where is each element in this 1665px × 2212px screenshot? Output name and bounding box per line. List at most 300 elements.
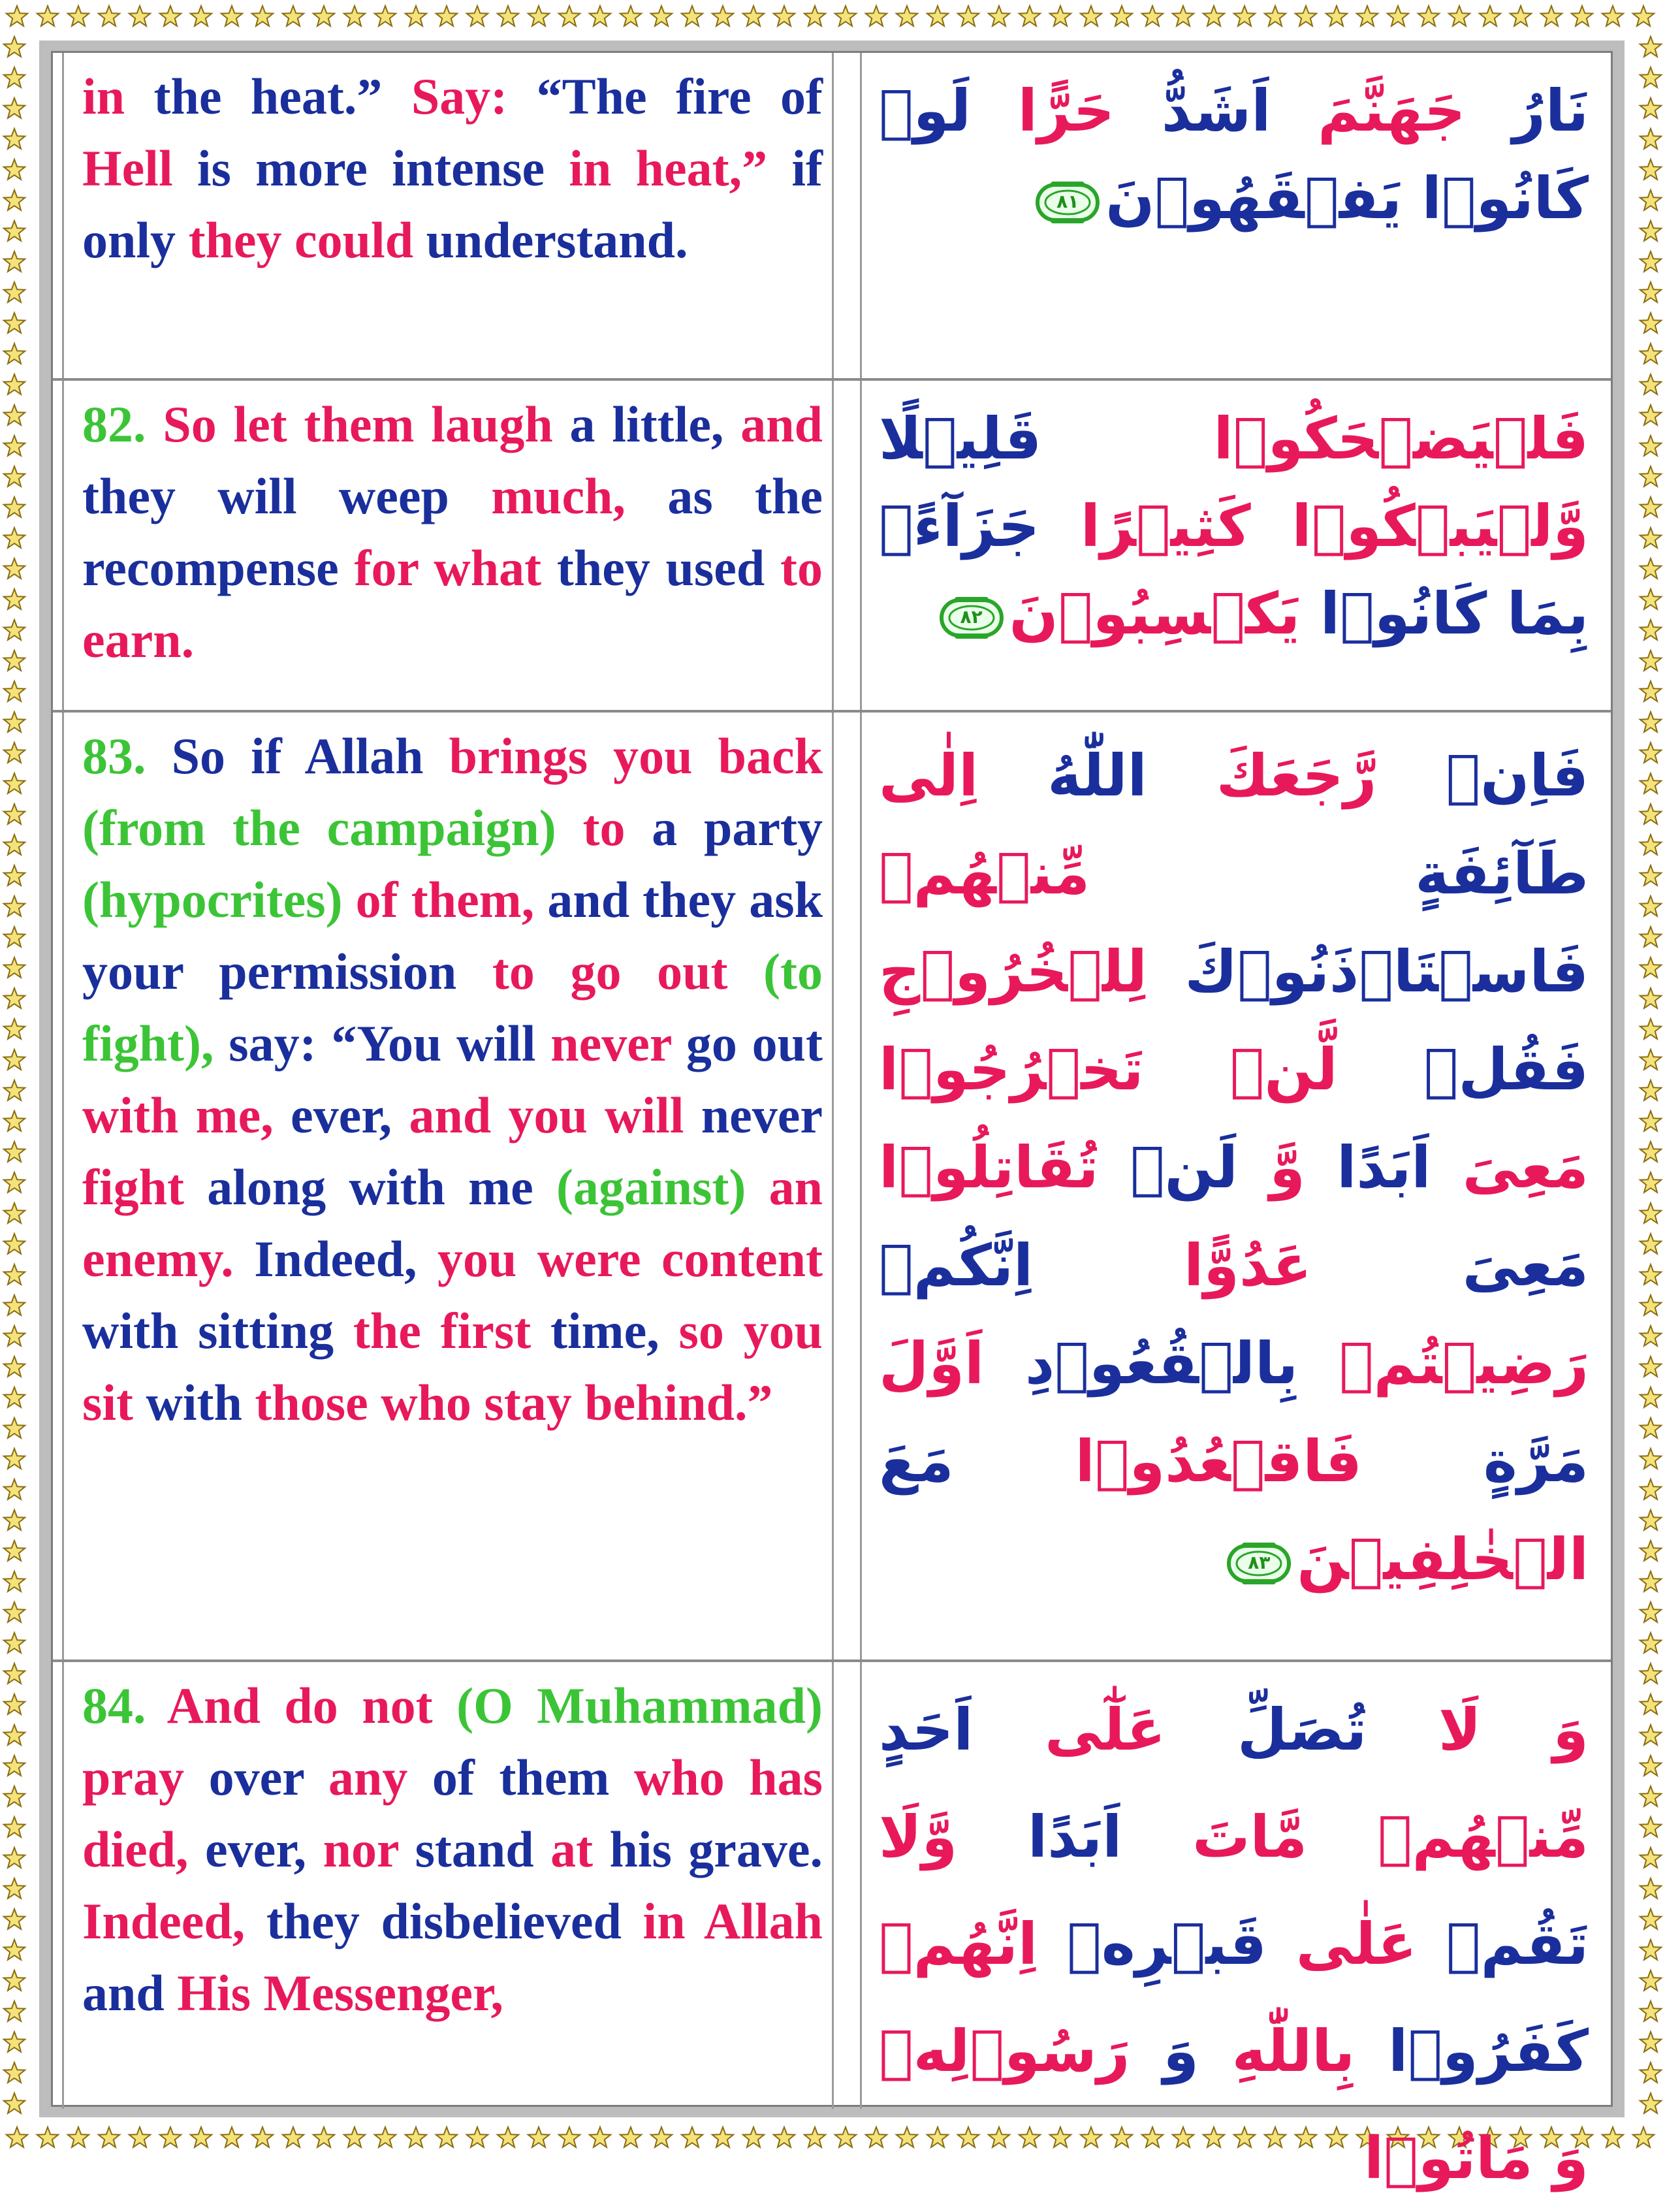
border-star-icon	[774, 6, 795, 26]
border-star-icon	[252, 6, 273, 26]
english-translation-cell	[62, 381, 834, 710]
border-star-icon	[4, 804, 25, 824]
border-star-icon	[4, 1878, 25, 1899]
border-star-icon	[4, 344, 25, 364]
arabic-text-segment: تَقُمۡ	[1416, 1910, 1589, 1978]
border-star-icon	[1640, 1080, 1661, 1100]
english-text-segment: And do not	[166, 1677, 433, 1734]
arabic-text-segment: وَ	[1130, 2017, 1199, 2085]
english-text-segment: time,	[531, 1302, 679, 1359]
english-text-segment: to	[556, 799, 626, 856]
border-star-icon	[4, 1203, 25, 1223]
border-star-icon	[436, 2127, 457, 2147]
border-star-icon	[1640, 2093, 1661, 2113]
border-star-icon	[68, 6, 89, 26]
border-star-icon	[4, 1326, 25, 1346]
arabic-text-segment: الۡخٰلِفِيۡنَ	[1297, 1526, 1589, 1593]
border-star-icon	[1640, 2032, 1661, 2052]
verse-row-83	[53, 713, 1611, 1662]
border-star-icon	[1142, 2127, 1163, 2147]
english-text-segment: never	[684, 1087, 823, 1144]
border-star-icon	[1640, 1356, 1661, 1377]
english-text-segment: So if Allah	[171, 728, 449, 784]
arabic-text-cell	[860, 1662, 1606, 2192]
border-star-icon	[712, 6, 733, 26]
border-star-icon	[1640, 466, 1661, 487]
border-star-icon	[1640, 1111, 1661, 1131]
english-text-segment: in heat,”	[569, 140, 768, 197]
english-text-segment: stand	[398, 1821, 551, 1878]
border-star-icon	[436, 6, 457, 26]
english-translation-cell	[62, 53, 834, 378]
english-text-segment: the heat.”	[125, 68, 411, 125]
border-star-icon	[1388, 6, 1408, 26]
border-star-icon	[1050, 2127, 1071, 2147]
border-star-icon	[283, 2127, 304, 2147]
border-star-icon	[1640, 1725, 1661, 1745]
border-star-icon	[4, 159, 25, 180]
english-text-segment: the first	[353, 1302, 531, 1359]
border-star-icon	[191, 2127, 212, 2147]
arabic-text-segment: اَشَدُّ	[1115, 77, 1271, 144]
border-star-icon	[37, 6, 58, 26]
english-text-segment: in	[642, 1893, 686, 1949]
border-star-icon	[4, 1663, 25, 1684]
border-star-icon	[4, 1633, 25, 1653]
border-star-icon	[1640, 1234, 1661, 1254]
border-star-icon	[866, 6, 887, 26]
border-star-icon	[1418, 6, 1439, 26]
border-star-icon	[4, 1940, 25, 1960]
english-text-segment: those who stay behind.”	[255, 1374, 773, 1431]
english-text-segment: go out	[671, 1015, 823, 1072]
border-star-icon	[1480, 6, 1500, 26]
border-star-icon	[620, 2127, 641, 2147]
arabic-text-segment: رَّجَعَكَ	[1147, 742, 1377, 809]
border-star-icon	[498, 2127, 518, 2147]
border-star-icon	[4, 743, 25, 763]
border-star-icon	[4, 1725, 25, 1745]
border-star-icon	[804, 6, 825, 26]
border-star-icon	[1640, 1909, 1661, 1929]
border-star-icon	[4, 1234, 25, 1254]
english-text-segment: “The fire of	[507, 68, 823, 125]
border-star-icon	[375, 6, 396, 26]
border-star-icon	[4, 98, 25, 118]
border-star-icon	[1640, 773, 1661, 793]
border-star-icon	[1449, 6, 1470, 26]
border-star-icon	[1640, 129, 1661, 149]
border-star-icon	[4, 681, 25, 701]
border-star-icon	[1640, 436, 1661, 456]
border-star-icon	[1142, 6, 1163, 26]
verse-number: ٨٣	[1248, 1552, 1271, 1574]
english-text-segment: ever,	[188, 1821, 323, 1878]
border-star-icon	[1640, 190, 1661, 210]
border-star-icon	[160, 2127, 181, 2147]
verse-number-marker-icon	[938, 596, 1006, 639]
border-star-icon	[1633, 2127, 1654, 2147]
border-star-icon	[1640, 589, 1661, 609]
border-star-icon	[1640, 1264, 1661, 1285]
border-star-icon	[1050, 6, 1071, 26]
border-star-icon	[1640, 2001, 1661, 2021]
english-text-segment: with	[133, 1374, 255, 1431]
border-star-icon	[866, 2127, 887, 2147]
english-text-segment: (against)	[556, 1159, 746, 1215]
border-star-icon	[405, 6, 426, 26]
border-star-icon	[1203, 2127, 1224, 2147]
arabic-text-segment: وَ مَاتُوۡا	[1363, 2124, 1589, 2192]
border-star-icon	[528, 2127, 549, 2147]
english-text-segment: much,	[491, 468, 626, 524]
border-star-icon	[1640, 1019, 1661, 1039]
arabic-text-segment: فَقُلۡ	[1337, 1036, 1589, 1103]
arabic-text-segment: مَعَ	[879, 1428, 954, 1495]
border-star-icon	[1510, 6, 1531, 26]
border-star-icon	[712, 2127, 733, 2147]
english-text-segment: as the recompense	[82, 468, 823, 596]
border-star-icon	[1640, 681, 1661, 701]
border-star-icon	[313, 2127, 334, 2147]
border-star-icon	[1234, 6, 1255, 26]
arabic-text-segment: وَّ	[1237, 1134, 1305, 1201]
border-star-icon	[1326, 6, 1347, 26]
arabic-text-segment: وَّلَا	[879, 1803, 958, 1870]
border-star-icon	[1640, 620, 1661, 640]
border-star-icon	[344, 2127, 365, 2147]
border-star-icon	[4, 497, 25, 517]
english-text-segment: who has died,	[82, 1749, 823, 1878]
border-star-icon	[743, 2127, 764, 2147]
border-star-icon	[4, 1356, 25, 1377]
border-star-icon	[1640, 1295, 1661, 1315]
border-star-icon	[1640, 1817, 1661, 1837]
border-star-icon	[4, 528, 25, 548]
border-star-icon	[1640, 98, 1661, 118]
page-frame	[39, 40, 1625, 2192]
border-star-icon	[467, 6, 488, 26]
border-star-icon	[1640, 835, 1661, 855]
border-star-icon	[4, 865, 25, 886]
arabic-text-segment: لِلۡخُرُوۡجِ	[879, 938, 1147, 1005]
border-star-icon	[4, 1264, 25, 1285]
arabic-text-segment: وَ لَا	[1367, 1696, 1589, 1763]
border-star-icon	[498, 6, 518, 26]
border-star-icon	[1640, 1203, 1661, 1223]
border-star-icon	[4, 712, 25, 732]
arabic-text-segment: مِّنۡهُمۡ	[879, 840, 1090, 907]
border-star-icon	[467, 2127, 488, 2147]
border-star-icon	[1234, 2127, 1255, 2147]
border-star-icon	[129, 6, 150, 26]
border-star-icon	[283, 6, 304, 26]
border-star-icon	[4, 1019, 25, 1039]
border-star-icon	[1640, 1970, 1661, 1991]
border-star-icon	[835, 2127, 856, 2147]
border-star-icon	[4, 1050, 25, 1070]
border-star-icon	[620, 6, 641, 26]
border-star-icon	[375, 2127, 396, 2147]
border-star-icon	[1640, 1541, 1661, 1561]
english-text-segment: of them	[407, 1749, 634, 1806]
english-translation-cell	[62, 1662, 834, 2109]
border-star-icon	[1640, 1050, 1661, 1070]
arabic-text-segment: اَحَدٍ	[879, 1696, 974, 1763]
verse-row-82	[53, 381, 1611, 713]
english-text-segment: in	[82, 68, 125, 125]
border-star-icon	[4, 1479, 25, 1499]
verse-row-84	[53, 1662, 1611, 2192]
english-text-segment: any	[328, 1749, 408, 1806]
arabic-text-segment: فَاسۡتَاۡذَنُوۡكَ	[1147, 938, 1589, 1005]
arabic-text-segment: طَآئِفَةٍ	[1090, 840, 1589, 907]
border-star-icon	[1326, 2127, 1347, 2147]
border-star-icon	[1640, 1326, 1661, 1346]
english-text-segment: to go out	[492, 943, 728, 1000]
border-star-icon	[4, 1817, 25, 1837]
arabic-text-segment: مَّاتَ	[1122, 1803, 1308, 1870]
border-star-icon	[1295, 2127, 1316, 2147]
border-star-icon	[4, 313, 25, 333]
border-star-icon	[1640, 282, 1661, 302]
english-text-segment: is more intense	[172, 140, 569, 197]
arabic-text-segment: اِنَّهُمۡ	[879, 1910, 1038, 1978]
english-text-segment: if only	[82, 140, 823, 268]
border-star-icon	[1640, 896, 1661, 916]
border-star-icon	[4, 466, 25, 487]
english-text-segment: they will weep	[82, 468, 492, 524]
border-star-icon	[1640, 927, 1661, 947]
border-star-icon	[4, 988, 25, 1008]
border-star-icon	[1640, 1571, 1661, 1592]
border-star-icon	[4, 190, 25, 210]
border-star-icon	[1640, 1940, 1661, 1960]
border-star-icon	[1640, 1786, 1661, 1806]
english-text-segment: of them,	[342, 871, 535, 928]
english-text-segment: along with me	[184, 1159, 557, 1215]
border-star-icon	[1640, 313, 1661, 333]
border-star-icon	[4, 436, 25, 456]
border-star-icon	[4, 2001, 25, 2021]
arabic-text-segment: نَارُ	[1465, 77, 1589, 144]
arabic-text-segment: مَرَّةٍ	[1361, 1428, 1589, 1495]
border-star-icon	[4, 927, 25, 947]
english-text-segment: they could	[188, 212, 414, 268]
border-star-icon	[1541, 6, 1562, 26]
border-star-icon	[1640, 374, 1661, 394]
border-star-icon	[1640, 1755, 1661, 1776]
border-star-icon	[1640, 1172, 1661, 1193]
border-star-icon	[4, 620, 25, 640]
border-star-icon	[4, 1909, 25, 1929]
arabic-text-segment: تُصَلِّ	[1166, 1696, 1367, 1763]
english-text-segment: So let them laugh	[163, 396, 553, 453]
verse-number-marker-icon	[1034, 181, 1102, 224]
border-star-icon	[1019, 6, 1040, 26]
border-star-icon	[651, 6, 672, 26]
border-star-icon	[1640, 497, 1661, 517]
english-text-segment: pray	[82, 1749, 184, 1806]
arabic-text-segment: اَبَدًا	[957, 1803, 1122, 1870]
arabic-text-cell	[860, 713, 1606, 1659]
border-star-icon	[4, 1387, 25, 1407]
english-text-segment: (hypocrites)	[82, 871, 343, 928]
border-star-icon	[1640, 344, 1661, 364]
border-star-icon	[958, 6, 979, 26]
border-star-icon	[1081, 2127, 1102, 2147]
arabic-text-segment: اَبَدًا	[1305, 1134, 1431, 1201]
border-star-icon	[4, 37, 25, 57]
border-star-icon	[129, 2127, 150, 2147]
border-star-icon	[1640, 1633, 1661, 1653]
english-text-segment: nor	[323, 1821, 399, 1878]
border-star-icon	[4, 282, 25, 302]
english-text-segment: an enemy.	[82, 1159, 823, 1287]
english-text-segment: Hell	[82, 140, 173, 197]
border-star-icon	[590, 2127, 610, 2147]
arabic-text-cell	[860, 53, 1606, 378]
border-star-icon	[4, 374, 25, 394]
border-star-icon	[7, 6, 27, 26]
border-star-icon	[1640, 251, 1661, 272]
arabic-text-segment: بِمَا كَانُوۡا	[1300, 580, 1589, 647]
verse-number-marker-icon	[1225, 1542, 1293, 1585]
verse-table	[51, 51, 1613, 2192]
border-star-icon	[896, 2127, 917, 2147]
border-star-icon	[1640, 159, 1661, 180]
border-star-icon	[1640, 1387, 1661, 1407]
border-star-icon	[1640, 37, 1661, 57]
english-text-segment: with me,	[82, 1087, 274, 1144]
arabic-text-segment: فَاِنۡ	[1376, 742, 1589, 809]
border-star-icon	[1640, 650, 1661, 671]
english-text-segment: say: “You will	[214, 1015, 551, 1072]
border-star-icon	[7, 2127, 27, 2147]
border-star-icon	[4, 1449, 25, 1469]
border-star-icon	[1640, 1878, 1661, 1899]
border-star-icon	[1640, 804, 1661, 824]
border-star-icon	[4, 251, 25, 272]
border-star-icon	[4, 650, 25, 671]
arabic-text-segment: مَعِىَ	[1431, 1134, 1589, 1201]
english-text-segment: and	[740, 396, 823, 453]
english-translation-cell	[62, 713, 834, 1659]
border-star-icon	[4, 405, 25, 425]
border-star-icon	[1640, 2062, 1661, 2083]
english-text-segment: brings you back	[449, 728, 823, 784]
english-text-segment: Allah	[685, 1893, 823, 1949]
border-star-icon	[682, 2127, 703, 2147]
arabic-text-segment: عَلٰى	[1266, 1910, 1417, 1978]
border-star-icon	[1640, 1142, 1661, 1162]
border-star-icon	[1640, 221, 1661, 241]
border-star-icon	[4, 1786, 25, 1806]
border-star-icon	[559, 6, 580, 26]
border-star-icon	[1640, 1418, 1661, 1438]
border-star-icon	[1640, 957, 1661, 978]
border-star-icon	[4, 1418, 25, 1438]
arabic-text-segment: يَكۡسِبُوۡنَ	[1009, 580, 1301, 647]
english-text-segment: His Messenger,	[177, 1964, 503, 2021]
verse-number: ٨٢	[960, 606, 983, 628]
english-text-segment: Say:	[411, 68, 508, 125]
english-text-segment: (from the campaign)	[82, 799, 556, 856]
border-star-icon	[927, 2127, 948, 2147]
english-text-segment: Indeed,	[233, 1230, 437, 1287]
border-star-icon	[4, 1541, 25, 1561]
border-star-icon	[4, 1602, 25, 1622]
border-star-icon	[1265, 6, 1286, 26]
verse-number: ٨١	[1056, 191, 1079, 213]
border-star-icon	[252, 2127, 273, 2147]
border-star-icon	[4, 1510, 25, 1530]
arabic-text-segment: لَنۡ	[1098, 1134, 1238, 1201]
verse-row-81	[53, 53, 1611, 381]
border-star-icon	[1640, 67, 1661, 88]
english-text-segment: a little,	[552, 396, 741, 453]
border-star-icon	[1640, 712, 1661, 732]
border-star-icon	[528, 6, 549, 26]
border-star-icon	[1640, 865, 1661, 886]
english-text-segment: fight	[82, 1159, 184, 1215]
arabic-text-segment: تُقَاتِلُوۡا	[879, 1134, 1099, 1201]
english-text-segment: to earn.	[82, 539, 823, 668]
border-star-icon	[1203, 6, 1224, 26]
english-text-segment: Indeed,	[82, 1893, 246, 1949]
border-star-icon	[4, 2032, 25, 2052]
border-star-icon	[4, 558, 25, 579]
border-star-icon	[221, 2127, 242, 2147]
border-star-icon	[4, 1142, 25, 1162]
english-text-segment: (to fight),	[82, 943, 823, 1072]
border-star-icon	[1640, 1663, 1661, 1684]
border-star-icon	[774, 2127, 795, 2147]
border-star-icon	[68, 2127, 89, 2147]
border-star-icon	[4, 1080, 25, 1100]
arabic-text-segment: عَدُوًّا	[1033, 1232, 1312, 1299]
border-star-icon	[4, 1571, 25, 1592]
border-star-icon	[4, 2062, 25, 2083]
english-text-segment: a party	[625, 799, 823, 856]
english-text-segment: they disbelieved	[245, 1893, 643, 1949]
border-star-icon	[4, 896, 25, 916]
border-star-icon	[1295, 6, 1316, 26]
border-star-icon	[835, 6, 856, 26]
border-star-icon	[1640, 558, 1661, 579]
arabic-text-segment: قَبۡرِهٖ	[1038, 1910, 1267, 1978]
arabic-text-segment: لَوۡ كَانُوۡا	[879, 77, 1589, 232]
border-star-icon	[1265, 2127, 1286, 2147]
english-text-segment: and you will	[409, 1087, 684, 1144]
english-text-segment: you were content	[437, 1230, 823, 1287]
border-star-icon	[958, 2127, 979, 2147]
english-text-segment: his grave.	[593, 1821, 823, 1878]
arabic-text-segment: جَهَنَّمَ	[1271, 77, 1466, 144]
english-text-segment: for what	[354, 539, 542, 596]
english-text-segment: 82.	[82, 396, 163, 453]
arabic-text-segment: مِّنۡهُمۡ	[1307, 1803, 1589, 1870]
border-star-icon	[160, 6, 181, 26]
english-text-segment: never	[550, 1015, 672, 1072]
arabic-text-cell	[860, 381, 1606, 710]
border-star-icon	[344, 6, 365, 26]
border-star-icon	[804, 2127, 825, 2147]
border-star-icon	[1640, 405, 1661, 425]
english-text-segment: they used	[541, 539, 781, 596]
border-star-icon	[1640, 1848, 1661, 1868]
border-star-icon	[1640, 1602, 1661, 1622]
